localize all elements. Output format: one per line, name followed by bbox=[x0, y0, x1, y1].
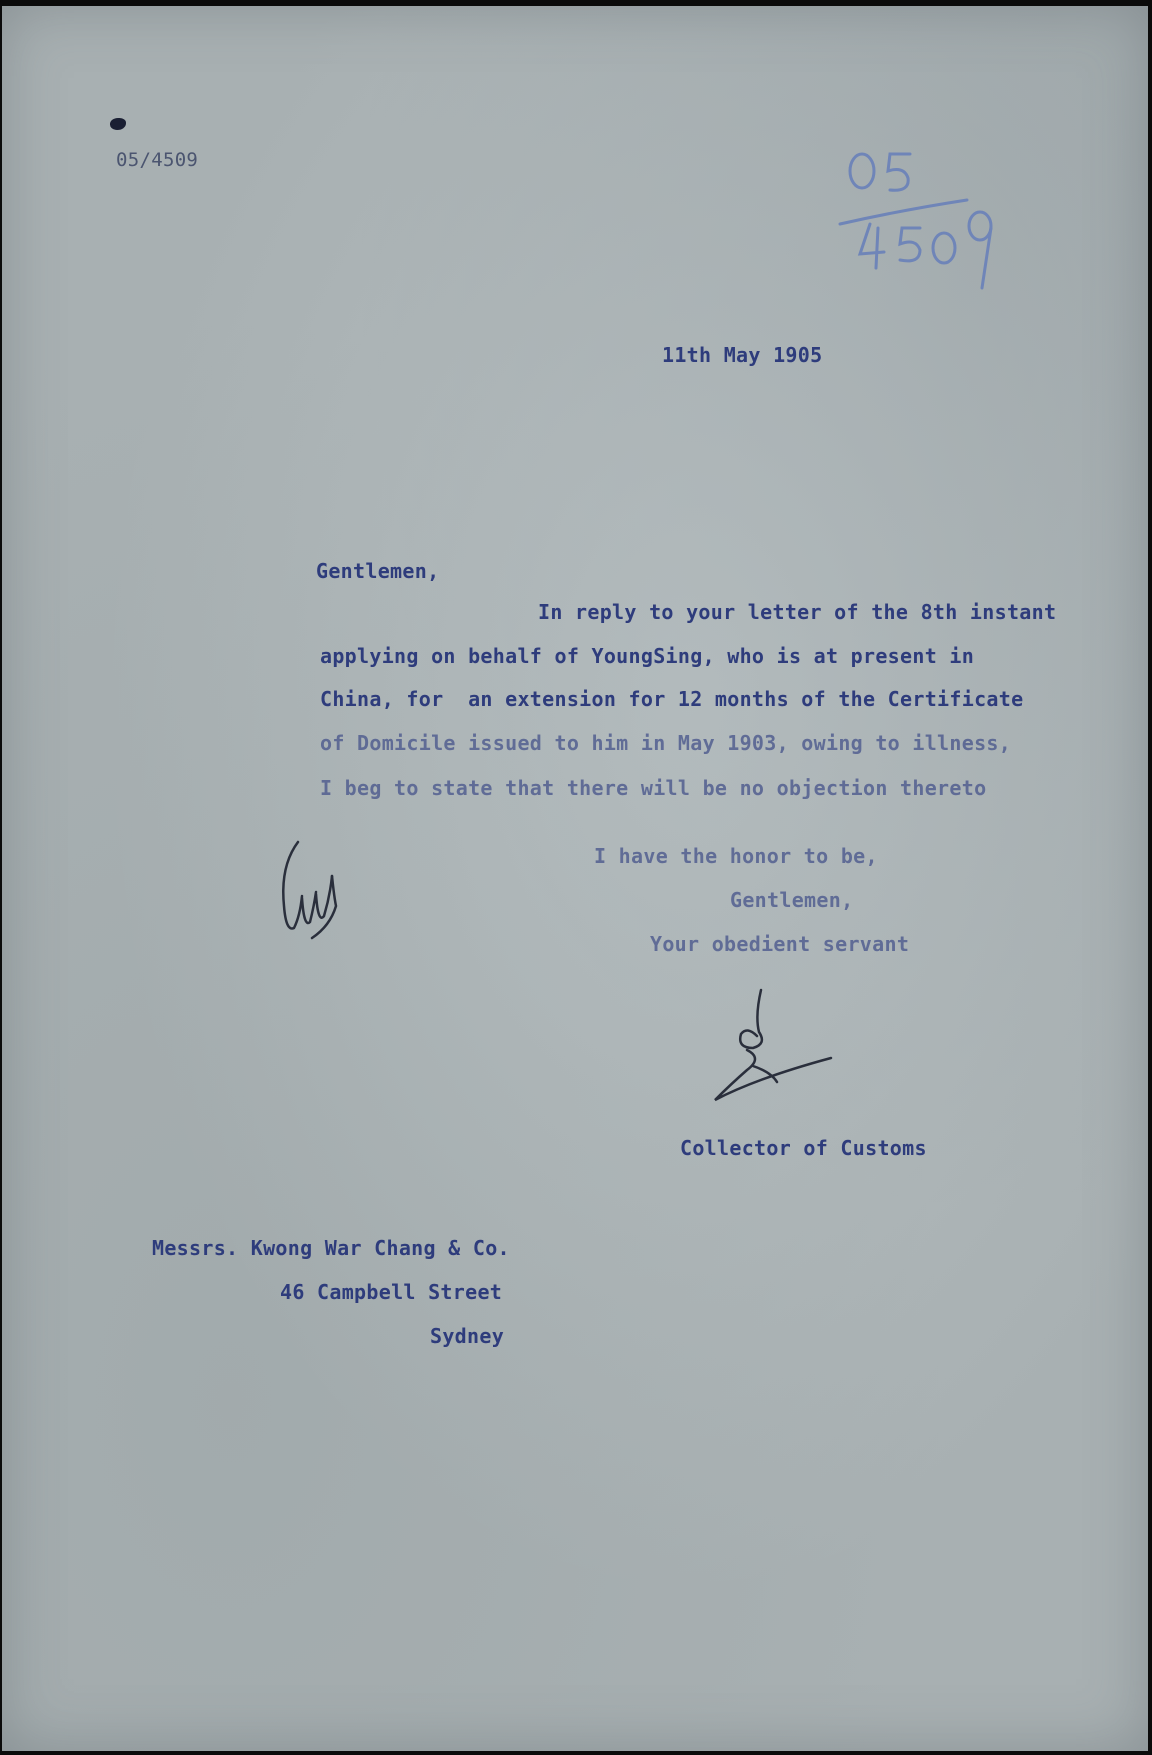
letter-date: 11th May 1905 bbox=[662, 343, 823, 367]
body-line: China, for an extension for 12 months of the Certificate bbox=[320, 687, 1024, 711]
salutation: Gentlemen, bbox=[316, 559, 440, 583]
body-line: of Domicile issued to him in May 1903, owing to illness, bbox=[320, 731, 1012, 755]
addressee-city: Sydney bbox=[430, 1324, 505, 1348]
signature bbox=[707, 986, 837, 1106]
handwritten-reference-note bbox=[832, 136, 1072, 296]
body-line: applying on behalf of YoungSing, who is at present in bbox=[320, 644, 975, 668]
closing-line: Gentlemen, bbox=[730, 888, 854, 912]
closing-line: Your obedient servant bbox=[650, 932, 910, 956]
ink-blot bbox=[110, 118, 126, 130]
addressee-name: Messrs. Kwong War Chang & Co. bbox=[152, 1236, 510, 1260]
margin-initials bbox=[272, 836, 352, 946]
body-line: In reply to your letter of the 8th instant bbox=[538, 600, 1057, 624]
signatory-title: Collector of Customs bbox=[680, 1136, 927, 1160]
body-line: I beg to state that there will be no objection thereto bbox=[320, 776, 987, 800]
letter-sheet bbox=[2, 6, 1148, 1751]
file-reference: 05/4509 bbox=[116, 149, 199, 171]
addressee-street: 46 Campbell Street bbox=[280, 1280, 503, 1304]
closing-line: I have the honor to be, bbox=[594, 844, 878, 868]
